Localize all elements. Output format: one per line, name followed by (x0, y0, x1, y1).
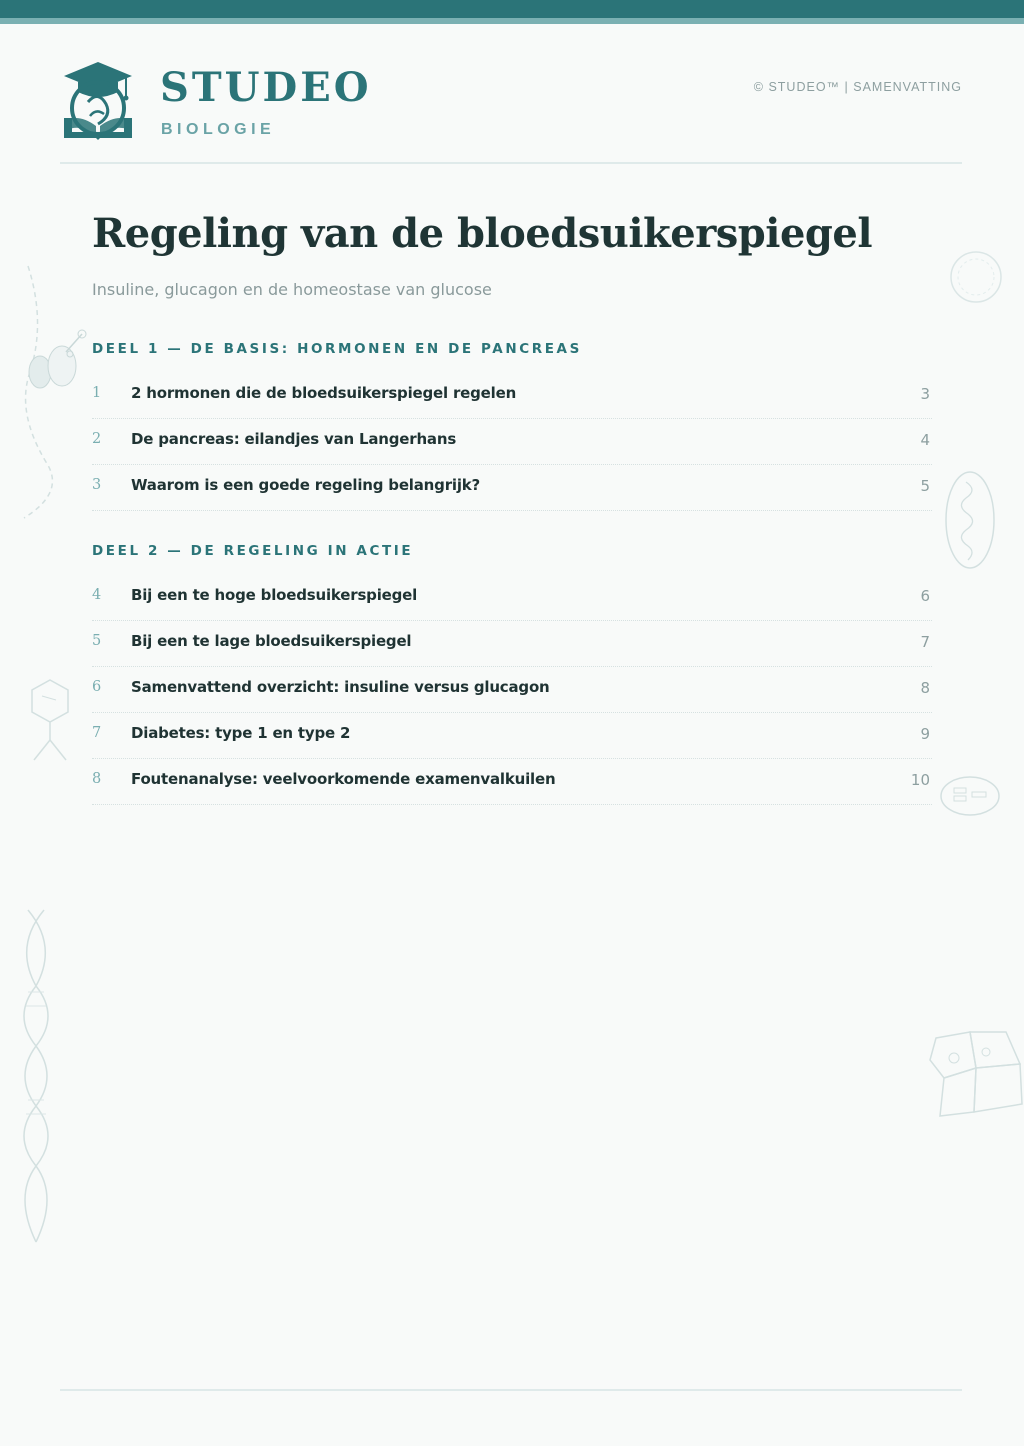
toc-item[interactable] (92, 465, 932, 511)
header-divider (60, 162, 962, 164)
copyright-notice: © STUDEO™ | SAMENVATTING (753, 80, 962, 94)
cell-membrane-decoration-icon (16, 262, 96, 522)
toc-section-heading: DEEL 2 — DE REGELING IN ACTIE (92, 543, 414, 559)
top-accent-stripe (0, 18, 1024, 24)
toc-item[interactable] (92, 419, 932, 465)
toc-item-label: Bij een te lage bloedsuikerspiegel (131, 632, 412, 650)
toc-item[interactable] (92, 575, 932, 621)
receptor-cell-decoration-icon (936, 772, 1004, 820)
toc-item-page: 6 (920, 587, 930, 605)
toc-item-label: Diabetes: type 1 en type 2 (131, 724, 351, 742)
mitochondrion-decoration-icon (942, 468, 998, 574)
toc-item-label: De pancreas: eilandjes van Langerhans (131, 430, 457, 448)
toc-item-page: 3 (920, 385, 930, 403)
toc-item-number: 2 (92, 431, 102, 447)
toc-item-number: 5 (92, 633, 102, 649)
toc-item-page: 5 (920, 477, 930, 495)
footer-divider (60, 1389, 962, 1391)
toc-item-number: 8 (92, 771, 102, 787)
toc-section-heading: DEEL 1 — DE BASIS: HORMONEN EN DE PANCREAS (92, 341, 582, 357)
toc-item-label: Foutenanalyse: veelvoorkomende examenvalkuilen (131, 770, 556, 788)
top-accent-bar (0, 0, 1024, 18)
toc-item[interactable] (92, 713, 932, 759)
toc-item-label: 2 hormonen die de bloedsuikerspiegel regelen (131, 384, 517, 402)
toc-item-number: 4 (92, 587, 102, 603)
dna-helix-decoration-icon (8, 906, 64, 1246)
neuron-decoration-icon (28, 676, 74, 766)
toc-item[interactable] (92, 373, 932, 419)
toc-item[interactable] (92, 759, 932, 805)
toc-item-label: Samenvattend overzicht: insuline versus glucagon (131, 678, 550, 696)
page-subtitle: Insuline, glucagon en de homeostase van glucose (92, 280, 492, 299)
toc-item-number: 6 (92, 679, 102, 695)
brand-name: STUDEO (160, 64, 372, 111)
toc-item-label: Waarom is een goede regeling belangrijk? (131, 476, 481, 494)
toc-section-2 (92, 541, 932, 805)
toc-item-page: 10 (910, 771, 930, 789)
toc-item-number: 3 (92, 477, 102, 493)
subject-label: BIOLOGIE (161, 121, 276, 138)
toc-item-page: 7 (920, 633, 930, 651)
toc-section-1 (92, 339, 932, 511)
toc-item-number: 7 (92, 725, 102, 741)
toc-item-label: Bij een te hoge bloedsuikerspiegel (131, 586, 418, 604)
toc-item-number: 1 (92, 385, 102, 401)
toc-item-page: 4 (920, 431, 930, 449)
toc-item[interactable] (92, 621, 932, 667)
toc-item[interactable] (92, 667, 932, 713)
toc-item-page: 9 (920, 725, 930, 743)
graduation-cap-book-icon (60, 60, 136, 142)
cell-circle-decoration-icon (946, 248, 1006, 308)
tissue-cells-decoration-icon (926, 1028, 1024, 1120)
page-title: Regeling van de bloedsuikerspiegel (92, 210, 873, 257)
toc-item-page: 8 (920, 679, 930, 697)
